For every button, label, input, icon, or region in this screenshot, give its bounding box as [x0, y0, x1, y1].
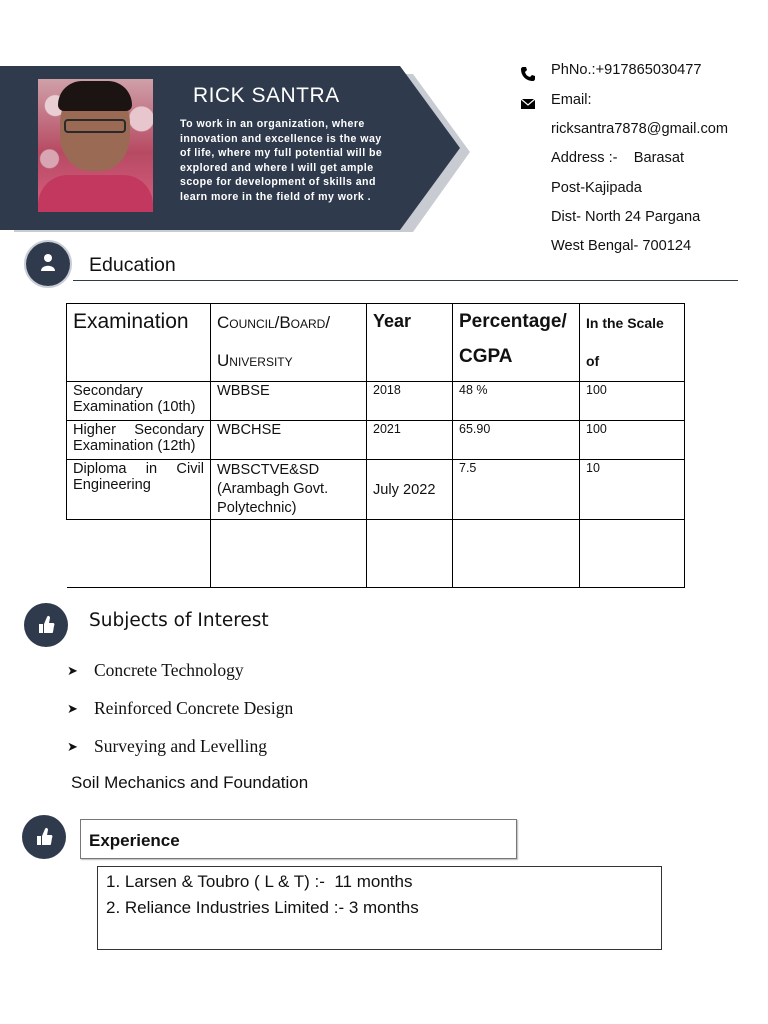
exam-cell: Higher Secondary Examination (12th)	[67, 421, 211, 460]
table-row	[67, 382, 685, 421]
year-cell: 2021	[367, 421, 453, 460]
interest-item: Reinforced Concrete Design	[94, 698, 294, 718]
interest-item: Concrete Technology	[94, 660, 244, 680]
experience-item: 2. Reliance Industries Limited :- 3 months	[106, 898, 419, 917]
career-objective: To work in an organization, where innovation and excellence is the way of life, where my full potential will be explored and where I will get ample scope for development of skills and learn more in the field of my work .	[180, 118, 383, 203]
phone-icon	[520, 66, 536, 82]
year-cell: 2018	[367, 382, 453, 421]
phone-number: PhNo.:+917865030477	[551, 62, 702, 78]
interest-item: Soil Mechanics and Foundation	[71, 773, 309, 792]
scale-cell: 100	[580, 382, 685, 421]
education-title: Education	[89, 254, 176, 276]
empty-cell	[580, 520, 685, 588]
board-cell: WBBSE	[211, 382, 367, 421]
percentage-cell: 7.5	[453, 460, 580, 520]
board-cell: WBCHSE	[211, 421, 367, 460]
address-line: Dist- North 24 Pargana	[551, 209, 701, 225]
thumbs-up-icon	[22, 815, 66, 859]
header-year: Year	[367, 304, 453, 382]
experience-title: Experience	[89, 831, 180, 850]
exam-cell: Secondary Examination (10th)	[67, 382, 211, 421]
bullet-arrow-icon: ➤	[67, 739, 78, 754]
empty-cell	[367, 520, 453, 588]
interests-title: Subjects of Interest	[89, 610, 269, 631]
empty-cell	[67, 520, 211, 588]
scale-cell: 10	[580, 460, 685, 520]
year-cell: July 2022	[367, 460, 453, 520]
empty-cell	[211, 520, 367, 588]
percentage-cell: 65.90	[453, 421, 580, 460]
exam-cell: Diploma in Civil Engineering	[67, 460, 211, 520]
address-line: Post-Kajipada	[551, 180, 642, 196]
thumbs-up-icon	[24, 603, 68, 647]
header-percentage: Percentage/ CGPA	[453, 304, 580, 382]
address-line: West Bengal- 700124	[551, 238, 692, 254]
education-table	[66, 303, 685, 588]
table-row-empty	[67, 520, 685, 588]
candidate-name: RICK SANTRA	[193, 84, 340, 107]
address-line: Address :- Barasat	[551, 150, 685, 166]
table-row	[67, 460, 685, 520]
bullet-arrow-icon: ➤	[67, 663, 78, 678]
empty-cell	[453, 520, 580, 588]
header-scale: In the Scale of	[580, 304, 685, 382]
header-board: Council/Board/ University	[211, 304, 367, 382]
email-address: ricksantra7878@gmail.com	[551, 121, 729, 137]
header-examination: Examination	[67, 304, 211, 382]
interest-item: Surveying and Levelling	[94, 736, 268, 756]
profile-photo	[38, 79, 153, 212]
percentage-cell: 48 %	[453, 382, 580, 421]
user-icon	[26, 242, 70, 286]
email-label: Email:	[551, 92, 592, 108]
education-divider	[73, 280, 738, 281]
bullet-arrow-icon: ➤	[67, 701, 78, 716]
table-header-row	[67, 304, 685, 382]
scale-cell: 100	[580, 421, 685, 460]
board-cell: WBSCTVE&SD (Arambagh Govt. Polytechnic)	[211, 460, 367, 520]
experience-item: 1. Larsen & Toubro ( L & T) :- 11 months	[106, 872, 413, 891]
table-row	[67, 421, 685, 460]
envelope-icon	[520, 96, 536, 112]
